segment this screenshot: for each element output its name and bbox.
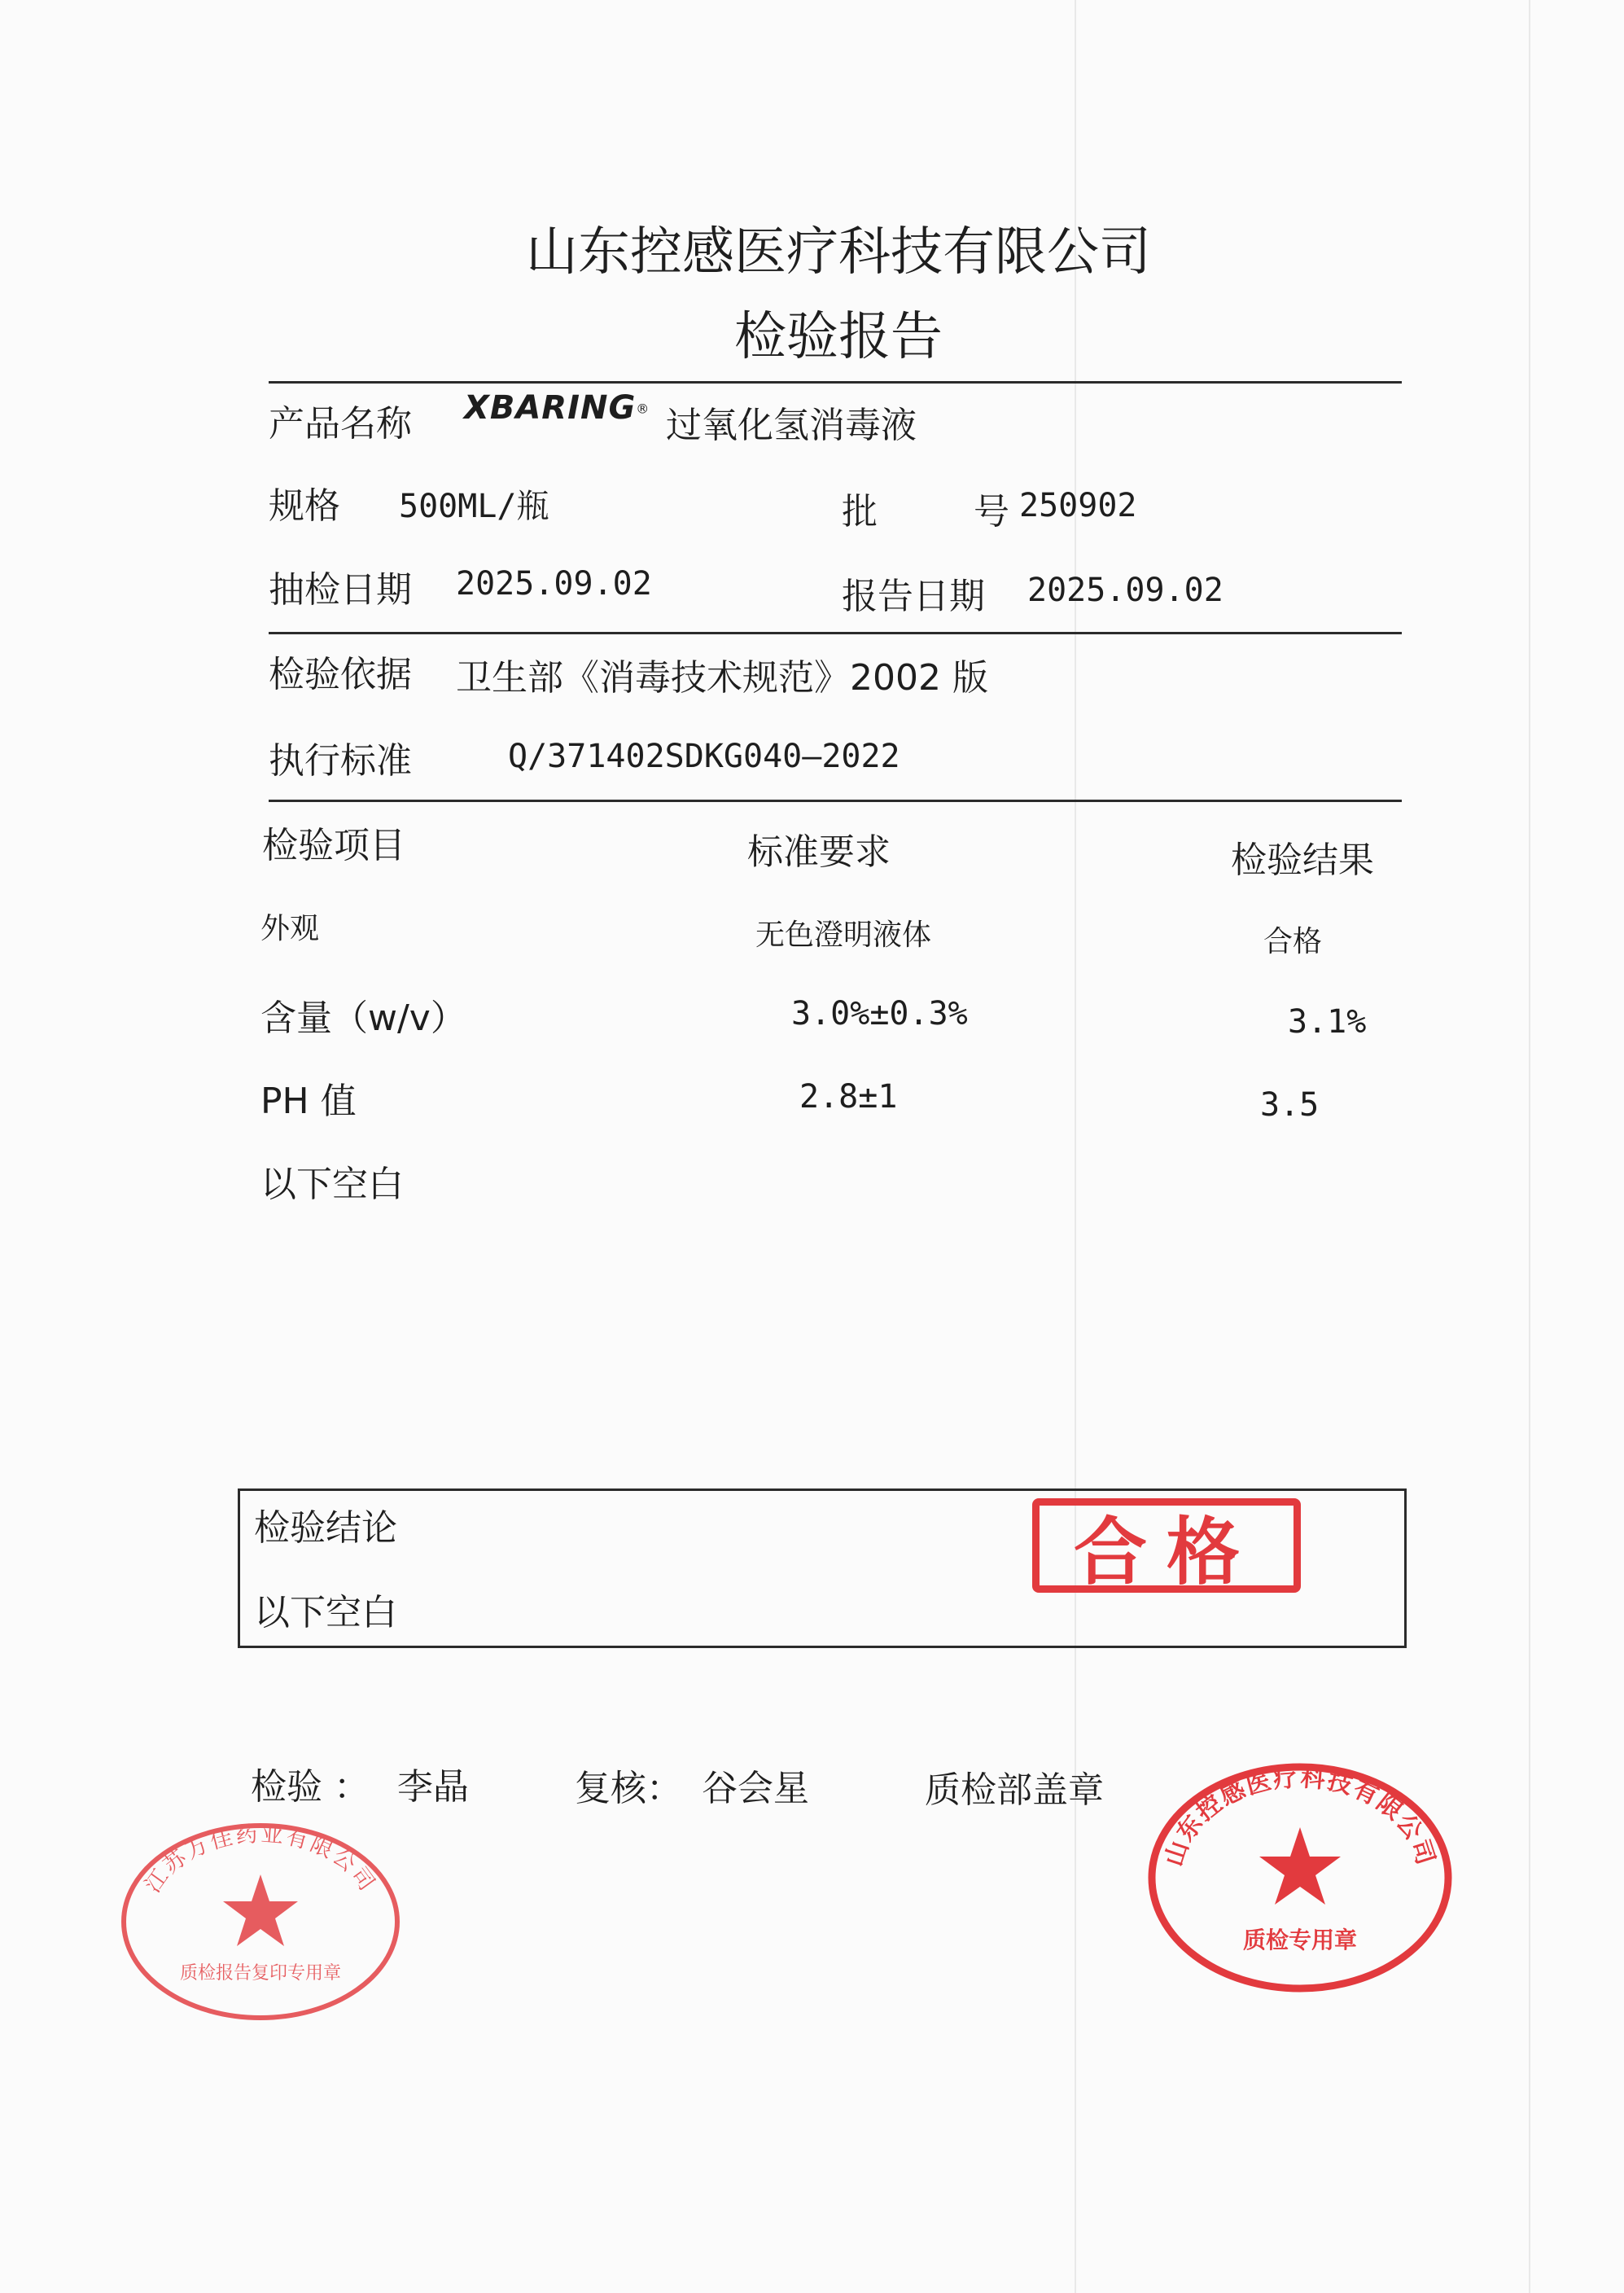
batch-label: 批 bbox=[842, 491, 878, 533]
inspector-name: 李晶 bbox=[397, 1766, 469, 1808]
product-brand-logo bbox=[464, 389, 649, 427]
table-header-item: 检验项目 bbox=[262, 825, 405, 866]
star-icon bbox=[1259, 1827, 1341, 1905]
table-cell-result: 3.1% bbox=[1288, 1003, 1367, 1041]
report-date-label: 报告日期 bbox=[842, 576, 985, 617]
table-header-result: 检验结果 bbox=[1231, 840, 1374, 881]
table-cell-item: 外观 bbox=[260, 912, 320, 945]
product-label: 产品名称 bbox=[269, 403, 412, 445]
batch-value: 250902 bbox=[1019, 487, 1137, 524]
brand-text: XBARING bbox=[464, 389, 637, 427]
standard-label: 执行标准 bbox=[269, 740, 412, 782]
sample-date-label: 抽检日期 bbox=[269, 569, 412, 611]
product-name: 过氧化氢消毒液 bbox=[666, 405, 917, 446]
reviewer-label: 复核： bbox=[575, 1768, 682, 1809]
table-header-requirement: 标准要求 bbox=[747, 831, 891, 873]
pass-stamp bbox=[1032, 1498, 1301, 1593]
copy-seal bbox=[114, 1816, 407, 2028]
table-cell-result: 3.5 bbox=[1260, 1086, 1320, 1124]
qc-seal bbox=[1141, 1756, 1459, 2000]
registered-mark: ® bbox=[636, 401, 650, 417]
conclusion-blank-note: 以下空白 bbox=[254, 1592, 397, 1633]
basis-value: 卫生部《消毒技术规范》2002 版 bbox=[456, 657, 988, 699]
qc-seal-bottom-text: 质检专用章 bbox=[1242, 1927, 1358, 1953]
qc-seal-ring-text: 山东控感医疗科技有限公司 bbox=[1159, 1763, 1441, 1870]
report-date-value: 2025.09.02 bbox=[1027, 572, 1223, 609]
divider bbox=[269, 381, 1402, 384]
copy-seal-ring-text: 江苏万佳药业有限公司 bbox=[140, 1821, 381, 1898]
pass-stamp-text: 合格 bbox=[1074, 1510, 1259, 1595]
document-title: 检验报告 bbox=[734, 307, 943, 367]
conclusion-label: 检验结论 bbox=[254, 1507, 397, 1549]
table-cell-result: 合格 bbox=[1263, 925, 1323, 958]
sample-date-value: 2025.09.02 bbox=[456, 565, 652, 603]
table-cell-item: 含量（w/v） bbox=[260, 997, 466, 1039]
spec-value: 500ML/瓶 bbox=[399, 488, 549, 525]
table-cell-requirement: 无色澄明液体 bbox=[755, 919, 932, 952]
dept-seal-label: 质检部盖章 bbox=[925, 1769, 1104, 1811]
star-icon bbox=[223, 1874, 298, 1946]
batch-label-2: 号 bbox=[974, 491, 1009, 533]
basis-label: 检验依据 bbox=[269, 654, 412, 695]
divider bbox=[269, 800, 1402, 802]
table-cell-requirement: 3.0%±0.3% bbox=[791, 995, 968, 1033]
company-name: 山东控感医疗科技有限公司 bbox=[526, 222, 1151, 283]
table-cell-item: PH 值 bbox=[260, 1081, 357, 1122]
inspector-label: 检验 ： bbox=[251, 1766, 370, 1808]
standard-value: Q/371402SDKG040—2022 bbox=[508, 738, 900, 775]
copy-seal-bottom-text: 质检报告复印专用章 bbox=[179, 1963, 342, 1984]
reviewer-name: 谷会星 bbox=[702, 1768, 809, 1809]
table-cell-requirement: 2.8±1 bbox=[799, 1078, 898, 1116]
spec-label: 规格 bbox=[269, 485, 340, 527]
table-blank-note: 以下空白 bbox=[260, 1164, 404, 1205]
divider bbox=[269, 632, 1402, 634]
